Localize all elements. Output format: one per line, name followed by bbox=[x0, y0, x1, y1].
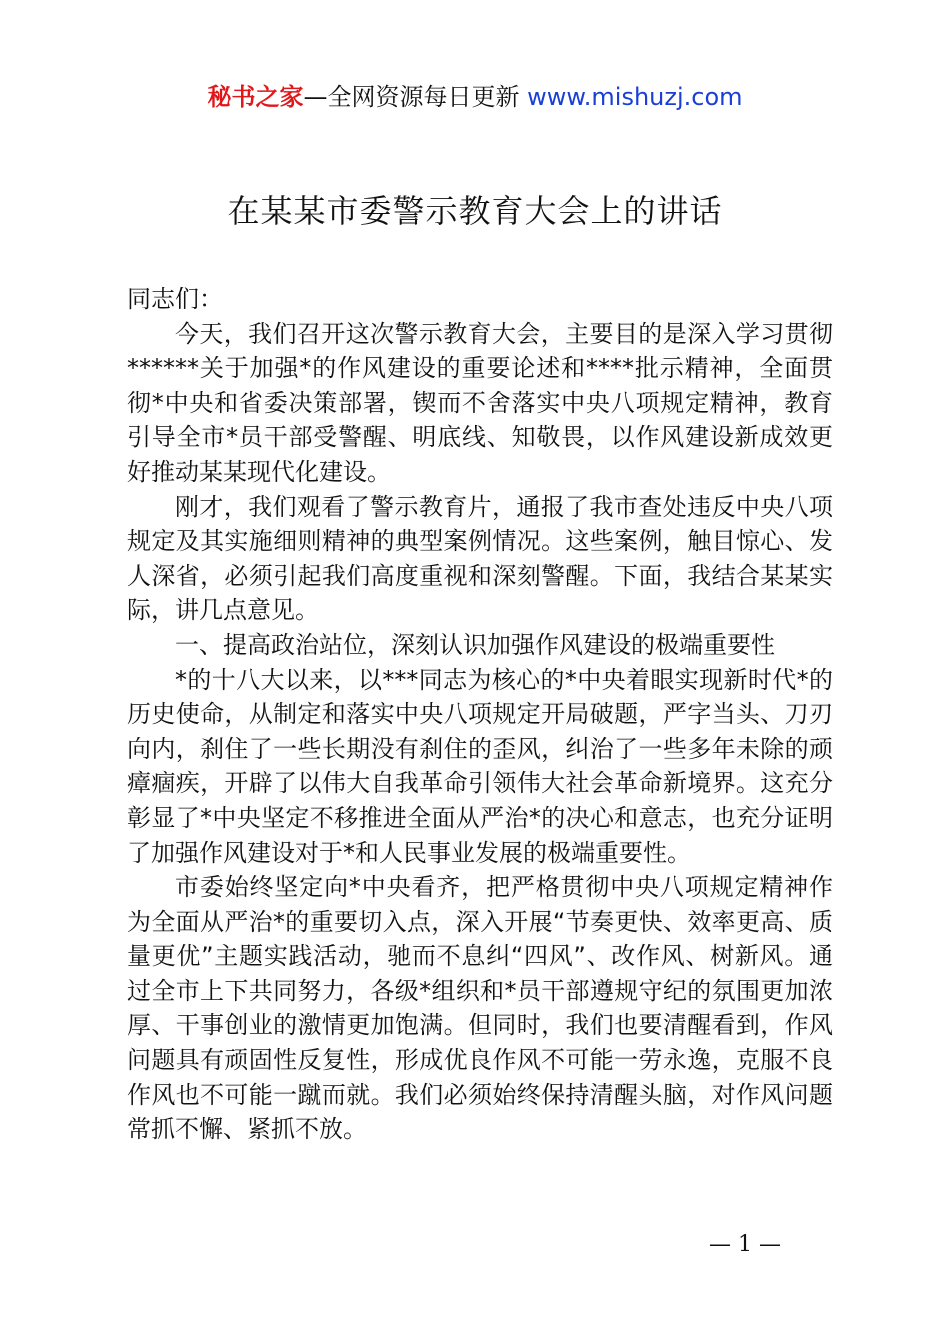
site-brand: 秘书之家 bbox=[207, 83, 304, 111]
page-number: — 1 — bbox=[709, 1232, 781, 1257]
paragraph: 市委始终坚定向*中央看齐，把严格贯彻中央八项规定精神作为全面从严治*的重要切入点，深入开展“节奏更快、效率更高、质量更优”主题实践活动，驰而不息纠“四风”、改作风、树新风。通过全市上下共同努力，各级*组织和*员干部遵规守纪的氛围更加浓厚、干事创业的激情更加饱满。但同时，我们也要清醒看到，作风问题具有顽固性反复性，形成优良作风不可能一劳永逸，克服不良作风也不可能一蹴而就。我们必须始终保持清醒头脑，对作风问题常抓不懈、紧抓不放。 bbox=[127, 873, 833, 1144]
section-heading: 一、提高政治站位，深刻认识加强作风建设的极端重要性 bbox=[175, 630, 775, 659]
paragraph: 今天，我们召开这次警示教育大会，主要目的是深入学习贯彻******关于加强*的作风建设的重要论述和****批示精神，全面贯彻*中央和省委决策部署，锲而不舍落实中央八项规定精神，教育引导全市*员干部受警醒、明底线、知敬畏，以作风建设新成效更好推动某某现代化建设。 bbox=[127, 319, 833, 486]
document-title: 在某某市委警示教育大会上的讲话 bbox=[227, 192, 723, 230]
paragraph: *的十八大以来，以***同志为核心的*中央着眼实现新时代*的历史使命，从制定和落实中央八项规定开局破题，严字当头、刀刃向内，刹住了一些长期没有刹住的歪风，纠治了一些多年未除的顽瘴痼疾，开辟了以伟大自我革命引领伟大社会革命新境界。这充分彰显了*中央坚定不移推进全面从严治*的决心和意志，也充分证明了加强作风建设对于*和人民事业发展的极端重要性。 bbox=[127, 665, 833, 867]
site-slogan: —全网资源每日更新 bbox=[303, 83, 528, 111]
paragraph: 刚才，我们观看了警示教育片，通报了我市查处违反中央八项规定及其实施细则精神的典型案例情况。这些案例，触目惊心、发人深省，必须引起我们高度重视和深刻警醒。下面，我结合某某实际，讲几点意见。 bbox=[127, 492, 833, 625]
site-header bbox=[0, 80, 950, 114]
salutation: 同志们： bbox=[127, 285, 223, 313]
document-body bbox=[127, 282, 833, 1147]
site-url-link[interactable]: www.mishuzj.com bbox=[527, 83, 743, 111]
